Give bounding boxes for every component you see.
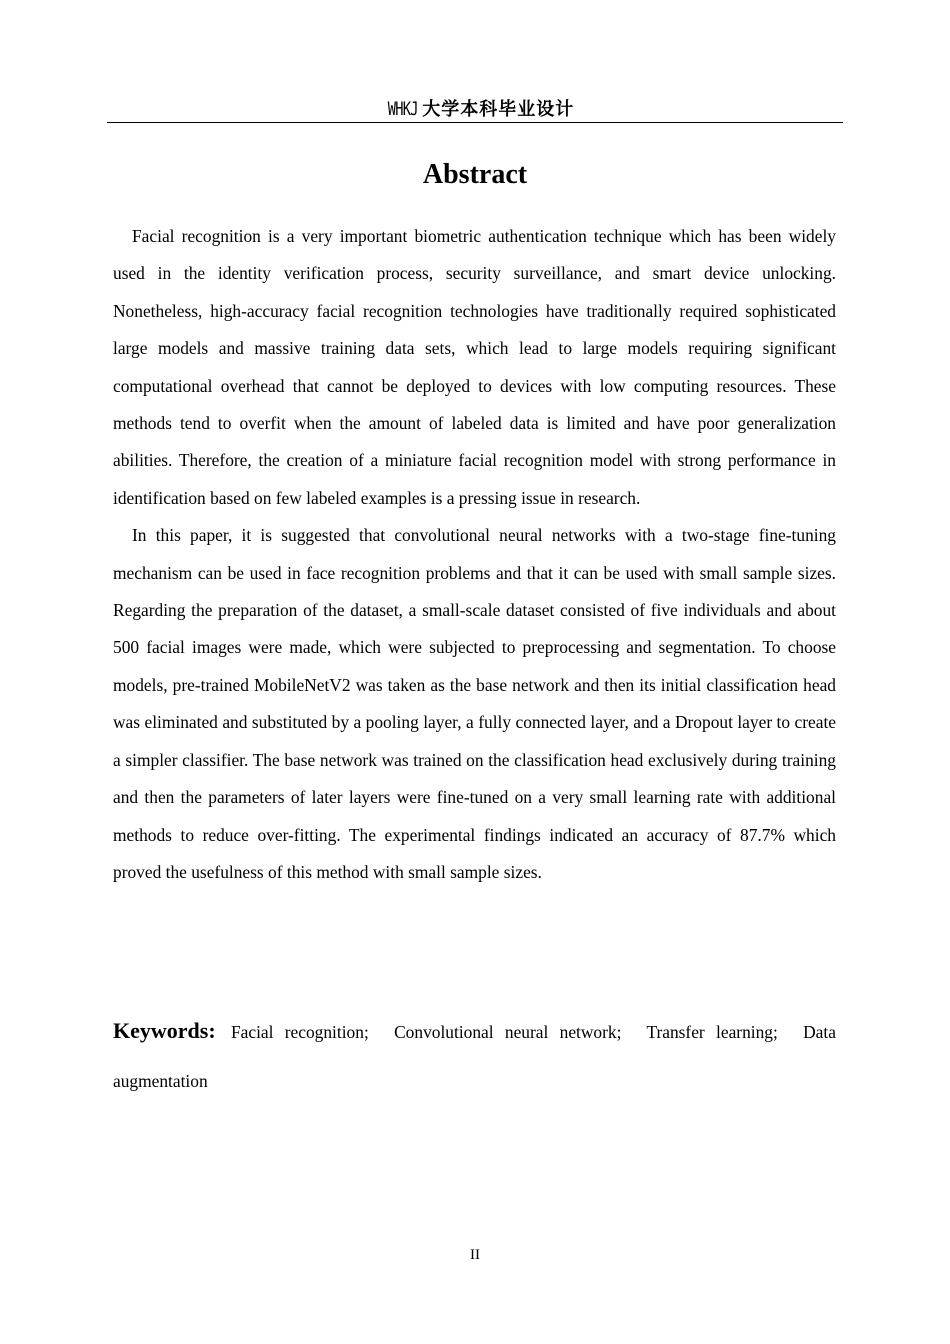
keywords-label: Keywords:: [113, 1018, 216, 1043]
page-number: II: [470, 1247, 480, 1263]
keywords-section: [113, 1006, 836, 1106]
keyword-item: Transfer learning;: [646, 1022, 778, 1042]
header-divider: [107, 122, 843, 123]
abstract-paragraph-1: Facial recognition is a very important biometric authentication technique which has been widely used in the identity verification process, security surveillance, and smart device unlocking. Nonetheless, high-accuracy facial recognition technologies have traditionally required sophisticated large models and massive training data sets, which lead to large models requiring significant computational overhead that cannot be deployed to devices with low computing resources. These methods tend to overfit when the amount of labeled data is limited and have poor generalization abilities. Therefore, the creation of a miniature facial recognition model with strong performance in identification based on few labeled examples is a pressing issue in research.: [113, 226, 836, 508]
running-header: [107, 96, 843, 123]
header-org-name: WHKJ: [387, 98, 418, 120]
abstract-body: [113, 218, 836, 891]
header-document-type: 大学本科毕业设计: [422, 99, 575, 120]
abstract-paragraph-2: In this paper, it is suggested that convolutional neural networks with a two-stage fine-tuning mechanism can be used in face recognition problems and that it can be used with small sample sizes. Regarding the preparation of the dataset, a small-scale dataset consisted of five individuals and about 500 facial images were made, which were subjected to preprocessing and segmentation. To choose models, pre-trained MobileNetV2 was taken as the base network and then its initial classification head was eliminated and substituted by a pooling layer, a fully connected layer, and a Dropout layer to create a simpler classifier. The base network was trained on the classification head exclusively during training and then the parameters of later layers were fine-tuned on a very small learning rate with additional methods to reduce over-fitting. The experimental findings indicated an accuracy of 87.7% which proved the usefulness of this method with small sample sizes.: [113, 525, 836, 882]
abstract-title: Abstract: [422, 159, 528, 190]
keyword-item: Data augmentation: [113, 1022, 836, 1091]
keyword-item: Convolutional neural network;: [394, 1022, 622, 1042]
keyword-item: Facial recognition;: [230, 1022, 369, 1042]
